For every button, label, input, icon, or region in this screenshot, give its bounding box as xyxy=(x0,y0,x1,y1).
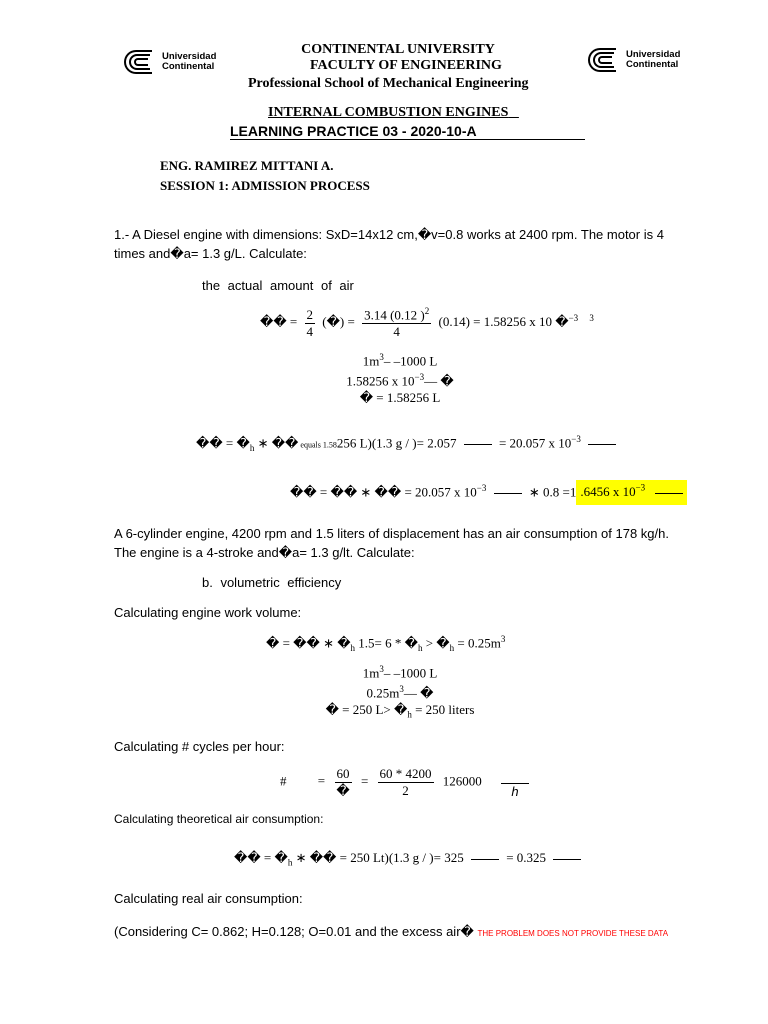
problem2-statement-line1: A 6-cylinder engine, 4200 rpm and 1.5 liters of displacement has an air consumption of 178 kg/h. xyxy=(114,526,669,541)
logo-right-line2: Continental xyxy=(626,59,679,70)
eq2-d: = 20.057 x 10 xyxy=(498,435,572,451)
calc-cycles-heading: Calculating # cycles per hour: xyxy=(114,739,285,754)
eq3-a: �� = �� ∗ �� = 20.057 x 10 xyxy=(290,484,477,500)
eq4-h3: h xyxy=(449,642,455,653)
eq5-unit: h xyxy=(511,783,519,799)
problem1-statement-line2: times and�a= 1.3 g/L. Calculate: xyxy=(114,246,307,261)
eq5-frac2-num: 60 * 4200 xyxy=(379,766,432,781)
course-title xyxy=(268,105,519,121)
eq1-frac1-den: 4 xyxy=(306,323,313,339)
eq5-eq2: = xyxy=(360,773,369,789)
eq3-a-sup: −3 xyxy=(476,483,487,493)
header-university: CONTINENTAL UNIVERSITY xyxy=(301,42,495,57)
eq4-h2: h xyxy=(417,642,423,653)
eq2-c: 256 L)(1.3 g / )= 2.057 xyxy=(336,435,457,451)
eq4-c: > � xyxy=(422,635,450,651)
equation-work-volume xyxy=(266,634,505,653)
eq4-sup: 3 xyxy=(500,634,506,644)
logo-mark-icon xyxy=(588,48,620,72)
eq5-hash: # xyxy=(280,773,287,789)
eq2-small: equals 1.58 xyxy=(298,440,337,450)
conversion-line5 xyxy=(300,684,500,701)
eq3-b: ∗ 0.8 =1 xyxy=(528,484,577,500)
calc-real-heading: Calculating real air consumption: xyxy=(114,891,303,906)
eq3-hl-sup: −3 xyxy=(635,483,646,493)
eq6-a: �� = � xyxy=(234,850,288,865)
eq1-rhs-sup: −3 xyxy=(568,312,579,323)
eq4-b: 1.5= 6 * � xyxy=(355,635,418,651)
conversion-line3: � = 1.58256 L xyxy=(359,390,441,405)
conversion-line2 xyxy=(300,372,500,389)
conv1-rest: – –1000 L xyxy=(383,353,438,369)
conv5-a: 0.25m xyxy=(366,685,400,701)
eq3-hl: .6456 x 10 xyxy=(580,484,636,500)
eq5-eq1: = xyxy=(317,773,326,789)
eq4-h1: h xyxy=(350,642,356,653)
conv4-rest: – –1000 L xyxy=(383,665,438,681)
eq1-frac2-num: 3.14 (0.12 ) xyxy=(364,307,425,323)
problem1-item: the actual amount of air xyxy=(202,278,354,293)
conv5-rest: — � xyxy=(403,685,434,701)
calc-volume-heading: Calculating engine work volume: xyxy=(114,605,302,620)
result-highlight xyxy=(576,480,687,505)
eq2-d-sup: −3 xyxy=(571,434,581,444)
conv5-sup: 3 xyxy=(399,684,404,694)
eq5-frac1-den: � xyxy=(336,783,350,798)
eq4-a: � = �� ∗ � xyxy=(266,635,351,651)
session-title: SESSION 1: ADMISSION PROCESS xyxy=(160,178,370,193)
conversion-line4 xyxy=(300,664,500,681)
eq1-lhs: �� = xyxy=(260,314,298,330)
equation-theoretical-consumption xyxy=(234,850,585,868)
conv1-a: 1m xyxy=(362,353,380,369)
eq4-d: = 0.25m xyxy=(454,635,501,651)
logo-left-line1: Universidad xyxy=(162,51,217,62)
conv6-h: h xyxy=(407,709,412,720)
eq1-rhs: (0.14) = 1.58256 x 10 � xyxy=(438,314,569,330)
considering-text: (Considering C= 0.862; H=0.128; O=0.01 and the excess air� xyxy=(114,924,474,939)
conv2-a: 1.58256 x 10 xyxy=(346,373,415,389)
conv2-rest: — � xyxy=(424,373,454,389)
conv6-b: = 250 liters xyxy=(411,702,475,717)
problem1-statement-line1: 1.- A Diesel engine with dimensions: SxD=14x12 cm,�v=0.8 works at 2400 rpm. The motor is 4 xyxy=(114,227,664,242)
eq2-b: ∗ �� xyxy=(254,435,299,451)
header-school: Professional School of Mechanical Engineering xyxy=(248,76,529,91)
eq6-b: ∗ �� = 250 Lt)(1.3 g / )= 325 xyxy=(292,850,464,865)
problem2-statement-line2: The engine is a 4-stroke and�a= 1.3 g/lt. Calculate: xyxy=(114,545,415,560)
conv6-a: � = 250 L> � xyxy=(325,702,408,717)
logo-mark-icon xyxy=(124,50,156,74)
course-title-text: INTERNAL COMBUSTION ENGINES xyxy=(268,105,509,120)
eq5-value: 126000 xyxy=(442,773,482,789)
header-faculty: FACULTY OF ENGINEERING xyxy=(310,58,502,73)
equation-theoretical-air xyxy=(196,434,620,453)
considering-line xyxy=(114,922,668,943)
university-logo-right xyxy=(588,48,680,72)
conv2-sup: −3 xyxy=(414,372,425,382)
conv4-a: 1m xyxy=(362,665,380,681)
missing-data-note: THE PROBLEM DOES NOT PROVIDE THESE DATA xyxy=(477,929,669,938)
logo-left-line2: Continental xyxy=(162,61,215,72)
eq6-h: h xyxy=(287,857,293,868)
eq1-rhs-unit: 3 xyxy=(589,312,594,323)
conversion-line6 xyxy=(300,702,500,720)
equation-cycles xyxy=(280,766,529,799)
conv1-sup: 3 xyxy=(379,352,384,362)
calc-theoretical-heading: Calculating theoretical air consumption: xyxy=(114,812,324,826)
eq1-paren: (�) = xyxy=(322,314,355,330)
eq1-frac1-num: 2 xyxy=(306,306,313,322)
equation-cylinder-volume xyxy=(260,306,594,340)
eq5-frac2-den: 2 xyxy=(402,783,409,798)
eq1-frac2-sup: 2 xyxy=(424,306,430,316)
equation-actual-air xyxy=(290,483,687,500)
eq1-frac2-den: 4 xyxy=(393,324,400,340)
eq2-a: �� = � xyxy=(196,435,250,451)
conv4-sup: 3 xyxy=(379,664,384,674)
conversion-line1 xyxy=(300,352,500,369)
eq2-h: h xyxy=(249,442,255,453)
eq5-frac1-num: 60 xyxy=(336,766,350,781)
teacher-name: ENG. RAMIREZ MITTANI A. xyxy=(160,158,334,173)
eq6-c: = 0.325 xyxy=(506,850,547,865)
problem2-item: b. volumetric efficiency xyxy=(202,575,342,590)
practice-title: LEARNING PRACTICE 03 - 2020-10-A xyxy=(230,123,585,140)
university-logo-left xyxy=(124,50,216,74)
logo-right-line1: Universidad xyxy=(626,49,681,60)
